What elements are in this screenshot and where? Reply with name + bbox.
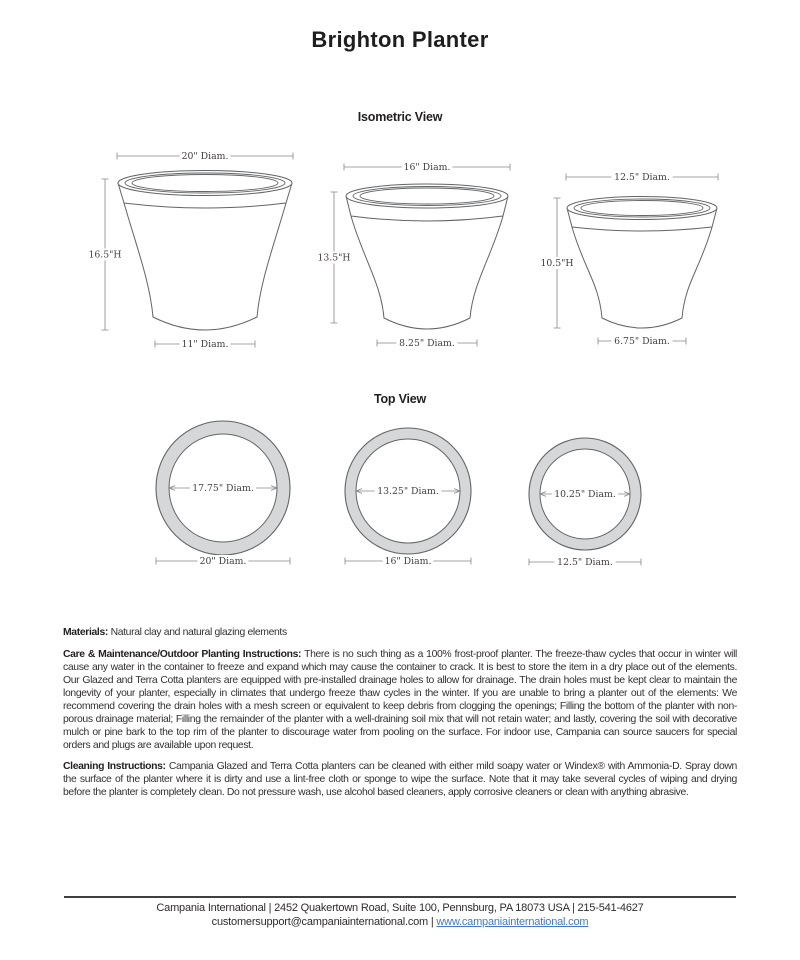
height-label: 16.5"H (88, 249, 122, 261)
top-view-ring-1 (345, 428, 471, 567)
footer-website-link[interactable]: www.campaniainternational.com (436, 915, 589, 928)
planter-body-outline (572, 227, 712, 328)
materials-label: Materials: (63, 627, 109, 638)
top-view-ring-2 (529, 438, 641, 568)
footer-email: customersupport@campaniainternational.com (211, 915, 429, 928)
inner-diameter-label: 13.25" Diam. (377, 486, 439, 498)
footer-separator: | (428, 915, 437, 928)
top-view-heading: Top View (373, 392, 427, 406)
bottom-diameter-label: 6.75" Diam. (614, 336, 670, 348)
cleaning-label: Cleaning Instructions: (63, 761, 166, 772)
top-view-ring-0 (156, 421, 290, 567)
care-maintenance-paragraph (63, 648, 737, 752)
planter-drawing-1 (316, 161, 510, 349)
planter-drawing-2 (539, 171, 718, 347)
isometric-view-heading: Isometric View (357, 110, 443, 124)
outer-diameter-label: 12.5" Diam. (557, 557, 613, 569)
cleaning-paragraph (63, 760, 737, 799)
top-diameter-label: 12.5" Diam. (614, 172, 670, 184)
top-diameter-label: 16" Diam. (403, 162, 451, 174)
footer-address-line: Campania International | 2452 Quakertown Road, Suite 100, Pennsburg, PA 18073 USA | 215-541-4627 (156, 902, 644, 914)
top-view-drawings (0, 415, 800, 577)
care-maintenance-text: There is no such thing as a 100% frost-proof planter. The freeze-thaw cycles that occur in winter will cause any water in the container to freeze and expand which may cause the container to crack. It is best to store the item in a dry place out of the elements. Our Glazed and Terra Cotta planters are equipped with pre-installed drainage holes to allow for drainage. The drain holes must be kept clear to maintain the longevity of your planter, especially in climates that undergo freeze thaw cycles in the winter. If you are unable to bring a planter out of the elements: We recommend covering the drain holes with a mesh screen or equivalent to keep debris from clogging the openings; Filling the bottom of the planter with non-porous drainage material; Filling the remainder of the planter with a well-draining soil mix that will not retain water; and lastly, covering the soil with decorative mulch or pine bark to the top rim of the planter to discourage water from pooling on the surface. For indoor use, Campania can source saucers for special orders and plugs are available upon request. (63, 648, 737, 751)
top-diameter-label: 20" Diam. (181, 151, 229, 163)
care-maintenance-label: Care & Maintenance/Outdoor Planting Instructions: (63, 648, 302, 660)
materials-paragraph (63, 626, 737, 639)
page-title: Brighton Planter (311, 27, 489, 52)
outer-diameter-label: 20" Diam. (199, 556, 247, 568)
cleaning-text: Campania Glazed and Terra Cotta planters can be cleaned with either mild soapy water or Windex® with Ammonia-D. Spray down the surface of the planter where it is dirty and use a lint-free cloth or sponge to wipe the surface. Note that it may take several cycles of wiping and drying before the planter is completely clean. Do not pressure wash, use alcohol based cleaners, apply corrosive cleaners or clean with anything abrasive. (63, 761, 737, 798)
inner-diameter-label: 17.75" Diam. (192, 483, 254, 495)
height-label: 10.5"H (540, 258, 574, 270)
inner-diameter-label: 10.25" Diam. (554, 489, 616, 501)
rim-outer-ellipse (567, 197, 717, 220)
specs-text-block (63, 626, 737, 808)
bottom-diameter-label: 8.25" Diam. (399, 338, 455, 350)
planter-body-outline (124, 203, 286, 330)
outer-diameter-label: 16" Diam. (384, 556, 432, 568)
bottom-diameter-label: 11" Diam. (181, 339, 229, 351)
planter-body-outline (351, 216, 503, 329)
planter-drawing-0 (87, 150, 293, 350)
height-label: 13.5"H (317, 252, 351, 264)
footer (64, 896, 736, 929)
materials-text: Natural clay and natural glazing elements (110, 627, 287, 638)
isometric-drawings (0, 140, 800, 355)
footer-contact-line (64, 916, 736, 930)
